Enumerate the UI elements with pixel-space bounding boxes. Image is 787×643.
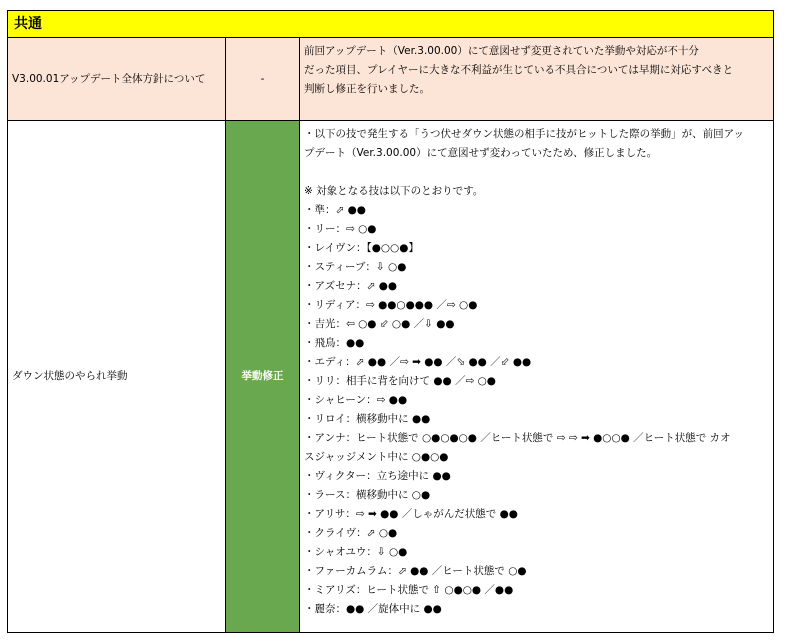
move-item: ・スティーブ：⇩ ○● — [304, 261, 407, 273]
intro-line: プデート（Ver.3.00.00）にて意図せず変わっていたため、修正しました。 — [304, 147, 658, 159]
move-item: ・ラース：横移動中に ○● — [304, 489, 431, 501]
down-state-description — [300, 121, 774, 633]
move-item: ・ヴィクター：立ち途中に ●● — [304, 470, 451, 482]
policy-desc-line: 前回アップデート（Ver.3.00.00）にて意図せず変更されていた挙動や対応が不十分 — [304, 45, 699, 57]
move-item: ・飛鳥：●● — [304, 337, 365, 349]
move-item: ・クライヴ：⬀ ○● — [304, 527, 398, 539]
move-item: ・リディア：⇨ ●●○●●● ／⇨ ○● — [304, 299, 478, 311]
move-item: スジャッジメント中に ○●○● — [304, 451, 449, 463]
target-moves-note: ※ 対象となる技は以下のとおりです。 — [304, 185, 484, 197]
move-item: ・準：⬀ ●● — [304, 204, 366, 216]
patch-notes-table-wrap — [7, 10, 773, 633]
intro-line: ・以下の技で発生する「うつ伏せダウン状態の相手に技がヒットした際の挙動」が、前回アッ — [304, 128, 744, 140]
move-item: ・シャオユウ：⇩ ○● — [304, 546, 408, 558]
policy-item-type: - — [226, 38, 300, 121]
section-header-row — [8, 11, 774, 38]
policy-desc-line: 判断し修正を行いました。 — [304, 83, 430, 95]
patch-notes-table — [7, 10, 774, 633]
down-state-row — [8, 121, 774, 633]
spacer — [304, 163, 769, 182]
move-item: ・アリサ：⇨ ➡ ●● ／しゃがんだ状態で ●● — [304, 508, 518, 520]
move-item: ・ミアリズ：ヒート状態で ⇧ ○●○● ／●● — [304, 584, 514, 596]
move-item: ・リロイ：横移動中に ●● — [304, 413, 431, 425]
policy-item-name: V3.00.01アップデート全体方針について — [8, 38, 226, 121]
move-item: ・リー：⇨ ○● — [304, 223, 377, 235]
move-item: ・アンナ：ヒート状態で ○●○●○● ／ヒート状態で ⇨ ⇨ ➡ ●○○● ／ヒート状態で カオ — [304, 432, 731, 444]
fix-type-badge: 挙動修正 — [226, 121, 300, 633]
move-item: ・リリ：相手に背を向けて ●● ／⇨ ○● — [304, 375, 496, 387]
move-item: ・ファーカムラム：⬀ ●● ／ヒート状態で ○● — [304, 565, 527, 577]
move-item: ・エディ：⬀ ●● ／⇨ ➡ ●● ／⬂ ●● ／⬃ ●● — [304, 356, 532, 368]
policy-description — [300, 38, 774, 121]
section-title: 共通 — [8, 11, 774, 38]
policy-row — [8, 38, 774, 121]
move-item: ・レイヴン：【●○○●】 — [304, 242, 419, 254]
move-item: ・麗奈：●● ／旋体中に ●● — [304, 603, 442, 615]
move-item: ・吉光：⇦ ○● ⬃ ○● ／⇩ ●● — [304, 318, 455, 330]
move-item: ・アズセナ：⬀ ●● — [304, 280, 398, 292]
move-item: ・シャヒーン：⇨ ●● — [304, 394, 408, 406]
down-state-item-name: ダウン状態のやられ挙動 — [8, 121, 226, 633]
policy-desc-line: だった項目、プレイヤーに大きな不利益が生じている不具合については早期に対応すべきと — [304, 64, 734, 76]
